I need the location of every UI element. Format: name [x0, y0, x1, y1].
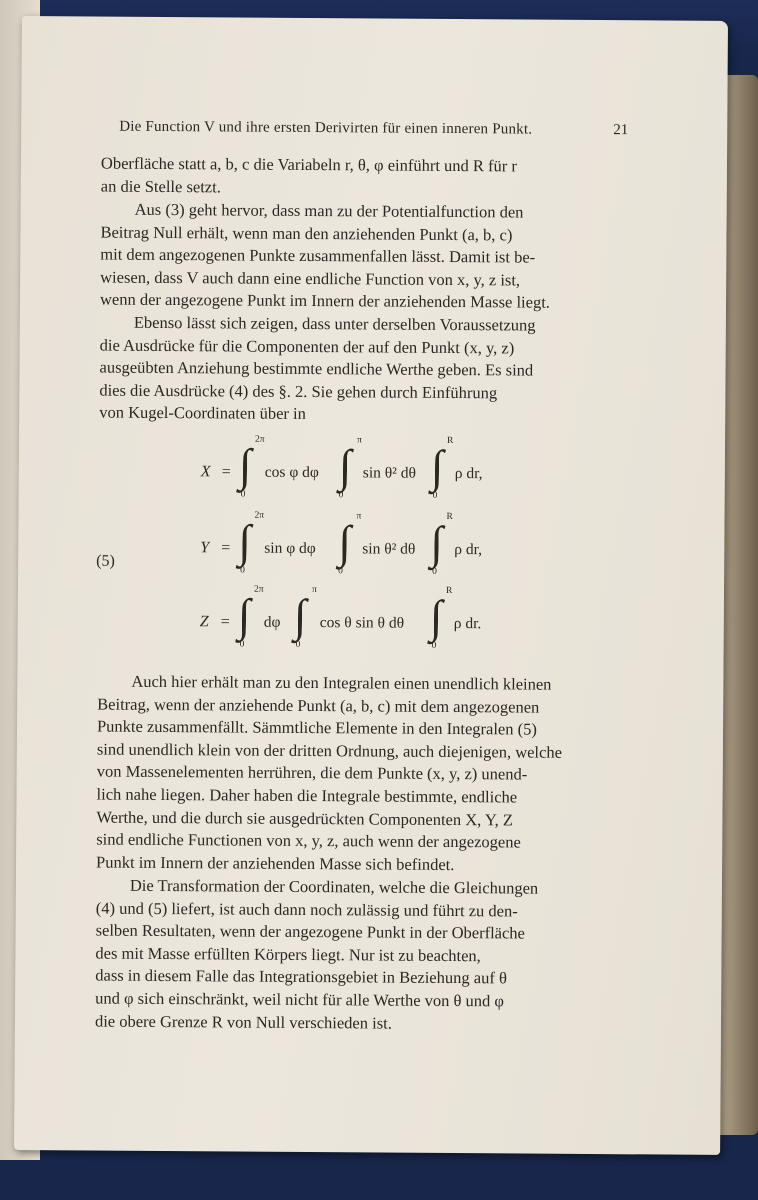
lower-limit: 0 [240, 489, 246, 500]
text-line: Werthe, und die durch sie ausgedrückten Componenten X, Y, Z [96, 807, 514, 830]
text-line: und φ sich einschränkt, weil nicht für alle Werthe von θ und φ [95, 988, 505, 1011]
paragraph [101, 153, 631, 202]
integral-sign: ∫ [338, 516, 352, 568]
text-line: Die Transformation der Coordinaten, welche die Gleichungen [129, 875, 539, 898]
integrand: sin θ² dθ [362, 464, 416, 482]
upper-limit: 2π [253, 584, 264, 595]
text-line: dass in diesem Falle das Integrationsgebiet in Beziehung auf θ [95, 965, 507, 988]
upper-limit: π [311, 585, 317, 596]
text-line: mit dem angezogenen Punkte zusammenfallen lässt. Damit ist be- [100, 244, 536, 267]
integrand: sin φ dφ [264, 539, 316, 558]
integral-sign: ∫ [338, 440, 352, 492]
lower-limit: 0 [431, 640, 437, 651]
upper-limit: R [447, 435, 454, 447]
text-line: Beitrag Null erhält, wenn man den anziehenden Punkt (a, b, c) [100, 222, 513, 245]
paragraph [95, 875, 626, 1037]
book-page [14, 16, 728, 1155]
equation-lhs: Z [199, 613, 209, 631]
integrand: cos φ dφ [264, 463, 319, 482]
lower-limit: 0 [338, 566, 343, 577]
upper-limit: R [446, 511, 453, 523]
text-line: wiesen, dass V auch dann eine endliche Function von x, y, z ist, [100, 267, 521, 290]
text-line: die obere Grenze R von Null verschieden ist. [94, 1011, 392, 1033]
text-line: wenn der angezogene Punkt im Innern der anziehenden Masse liegt. [99, 289, 551, 313]
paragraph [99, 312, 630, 429]
integrand: ρ dr, [454, 541, 483, 559]
page-number: 21 [613, 122, 629, 139]
equation-lhs: X [200, 463, 211, 481]
text-line: Beitrag, wenn der anziehende Punkt (a, b, c) mit dem angezogenen [97, 694, 540, 717]
text-line: Auch hier erhält man zu den Integralen einen unendlich kleinen [131, 671, 552, 694]
text-line: (4) und (5) liefert, ist auch dann noch zulässig und führt zu den- [95, 898, 518, 921]
lower-limit: 0 [432, 490, 438, 501]
lower-limit: 0 [239, 639, 245, 650]
integrand: ρ dr, [454, 465, 483, 483]
lower-limit: 0 [240, 565, 245, 576]
text-line: ausgeübten Anziehung bestimmte endliche Werthe geben. Es sind [99, 357, 534, 380]
text-line: lich nahe liegen. Daher haben die Integrale bestimmte, endliche [96, 784, 518, 807]
text-line: Aus (3) geht hervor, dass man zu der Potentialfunction den [134, 199, 524, 222]
lower-limit: 0 [338, 490, 344, 501]
integrand: sin θ² dθ [362, 540, 416, 558]
equation-lhs: Y [200, 539, 210, 557]
text-line: von Massenelementen herrühren, die dem Punkte (x, y, z) unend- [96, 761, 528, 784]
upper-limit: R [445, 585, 453, 597]
paragraph [100, 199, 631, 316]
lower-limit: 0 [432, 566, 437, 577]
text-line: des mit Masse erfüllten Körpers liegt. Nur ist zu beachten, [95, 943, 481, 966]
text-line: Punkte zusammenfällt. Sämmtliche Elemente in den Integralen (5) [96, 716, 537, 739]
integral-sign: ∫ [238, 515, 252, 567]
lower-limit: 0 [295, 639, 301, 650]
equals-sign: = [221, 463, 231, 481]
integral-sign: ∫ [430, 440, 444, 492]
text-line: an die Stelle setzt. [100, 176, 221, 196]
text-line: Punkt im Innern der anziehenden Masse sich befindet. [96, 852, 455, 874]
upper-limit: 2π [254, 510, 265, 521]
equals-sign: = [221, 539, 231, 557]
integral-sign: ∫ [237, 589, 251, 641]
equals-sign: = [220, 613, 230, 631]
integral-sign: ∫ [430, 516, 444, 568]
integral-sign: ∫ [293, 589, 307, 641]
text-line: die Ausdrücke für die Componenten der auf den Punkt (x, y, z) [99, 335, 515, 358]
integrand: cos θ sin θ dθ [319, 614, 405, 632]
text-line: dies die Ausdrücke (4) des §. 2. Sie gehen durch Einführung [99, 380, 498, 403]
integrand: ρ dr. [453, 615, 482, 633]
equation-number: (5) [96, 552, 115, 570]
running-head: Die Function V und ihre ersten Derivirten für einen inneren Punkt. [119, 118, 533, 138]
integral-sign: ∫ [429, 590, 443, 642]
integral-sign: ∫ [238, 439, 252, 491]
text-line: von Kugel-Coordinaten über in [99, 402, 306, 424]
text-line: selben Resultaten, wenn der angezogene Punkt in der Oberfläche [95, 920, 525, 943]
upper-limit: 2π [255, 434, 265, 445]
text-line: sind unendlich klein von der dritten Ordnung, auch diejenigen, welche [96, 739, 563, 762]
integrand: dφ [263, 613, 281, 631]
upper-limit: π [357, 435, 362, 446]
text-line: Oberfläche statt a, b, c die Variabeln r, θ, φ einführt und R für r [100, 153, 518, 176]
text-line: Ebenso lässt sich zeigen, dass unter derselben Voraussetzung [133, 312, 536, 335]
text-line: sind endliche Functionen von x, y, z, auch wenn der angezogene [96, 829, 521, 852]
upper-limit: π [356, 511, 362, 522]
paragraph [96, 671, 627, 878]
